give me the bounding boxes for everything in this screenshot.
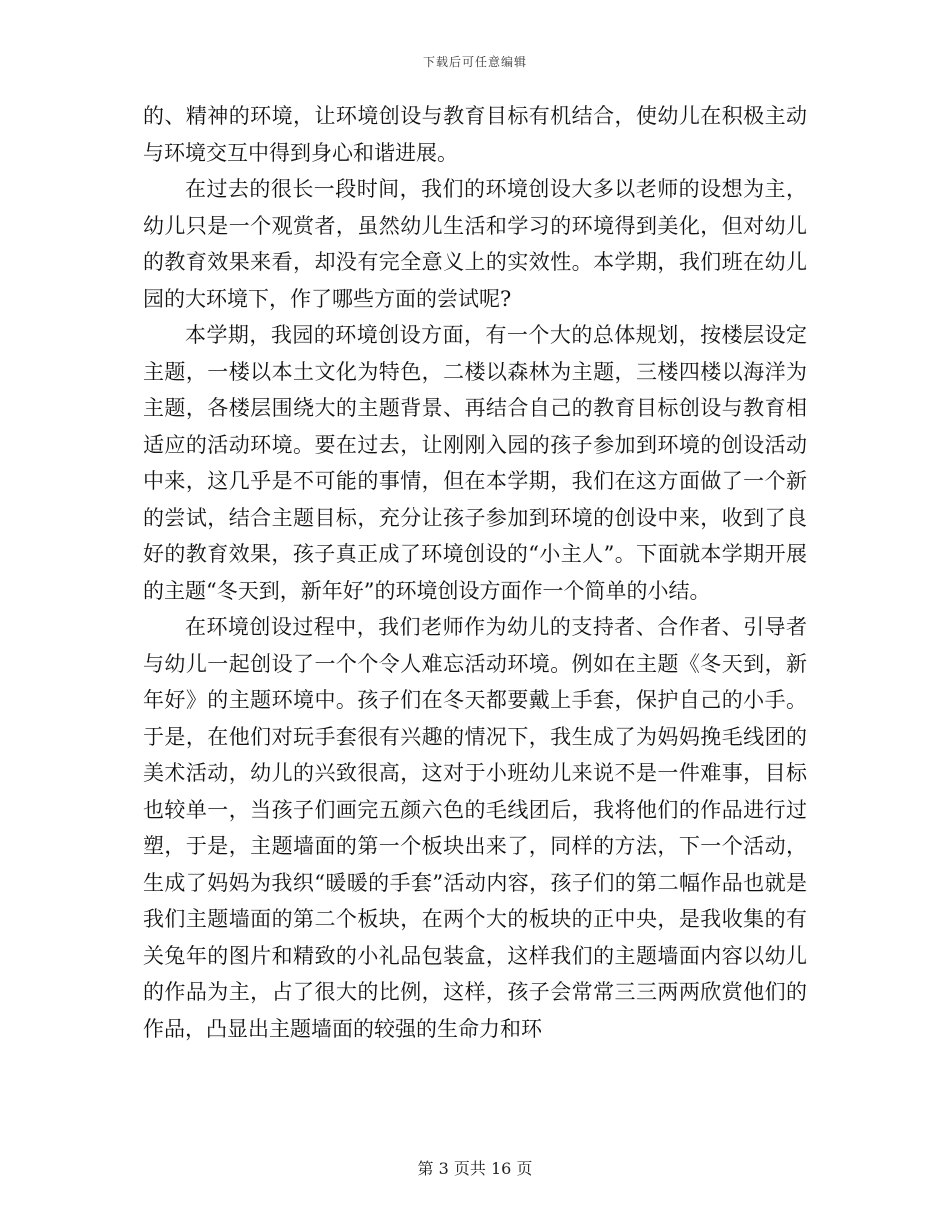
paragraph-1: 的、精神的环境，让环境创设与教育目标有机结合，使幼儿在积极主动与环境交互中得到身心和谐进展。 bbox=[143, 104, 807, 165]
paragraph-2: 在过去的很长一段时间，我们的环境创设大多以老师的设想为主，幼儿只是一个观赏者，虽然幼儿生活和学习的环境得到美化，但对幼儿的教育效果来看，却没有完全意义上的实效性。本学期，我们班在幼儿园的大环境下，作了哪些方面的尝试呢? bbox=[143, 177, 807, 311]
document-body bbox=[143, 98, 807, 1047]
page-header: 下载后可任意编辑 bbox=[422, 55, 527, 69]
page-footer: 第 3 页共 16 页 bbox=[417, 1159, 533, 1178]
paragraph-4: 在环境创设过程中，我们老师作为幼儿的支持者、合作者、引导者与幼儿一起创设了一个个令人难忘活动环境。例如在主题《冬天到，新年好》的主题环境中。孩子们在冬天都要戴上手套，保护自己的小手。于是，在他们对玩手套很有兴趣的情况下，我生成了为妈妈挽毛线团的美术活动，幼儿的兴致很高，这对于小班幼儿来说不是一件难事，目标也较单一，当孩子们画完五颜六色的毛线团后，我将他们的作品进行过塑，于是，主题墙面的第一个板块出来了，同样的方法，下一个活动，生成了妈妈为我织“暖暖的手套”活动内容，孩子们的第二幅作品也就是我们主题墙面的第二个板块，在两个大的板块的正中央，是我收集的有关兔年的图片和精致的小礼品包装盒，这样我们的主题墙面内容以幼儿的作品为主，占了很大的比例，这样，孩子会常常三三两两欣赏他们的作品，凸显出主题墙面的较强的生命力和环 bbox=[143, 615, 807, 1041]
paragraph-3: 本学期，我园的环境创设方面，有一个大的总体规划，按楼层设定主题，一楼以本土文化为特色，二楼以森林为主题，三楼四楼以海洋为主题，各楼层围绕大的主题背景、再结合自己的教育目标创设与教育相适应的活动环境。要在过去，让刚刚入园的孩子参加到环境的创设活动中来，这几乎是不可能的事情，但在本学期，我们在这方面做了一个新的尝试，结合主题目标，充分让孩子参加到环境的创设中来，收到了良好的教育效果，孩子真正成了环境创设的“小主人”。下面就本学期开展的主题“冬天到，新年好”的环境创设方面作一个简单的小结。 bbox=[143, 323, 807, 603]
